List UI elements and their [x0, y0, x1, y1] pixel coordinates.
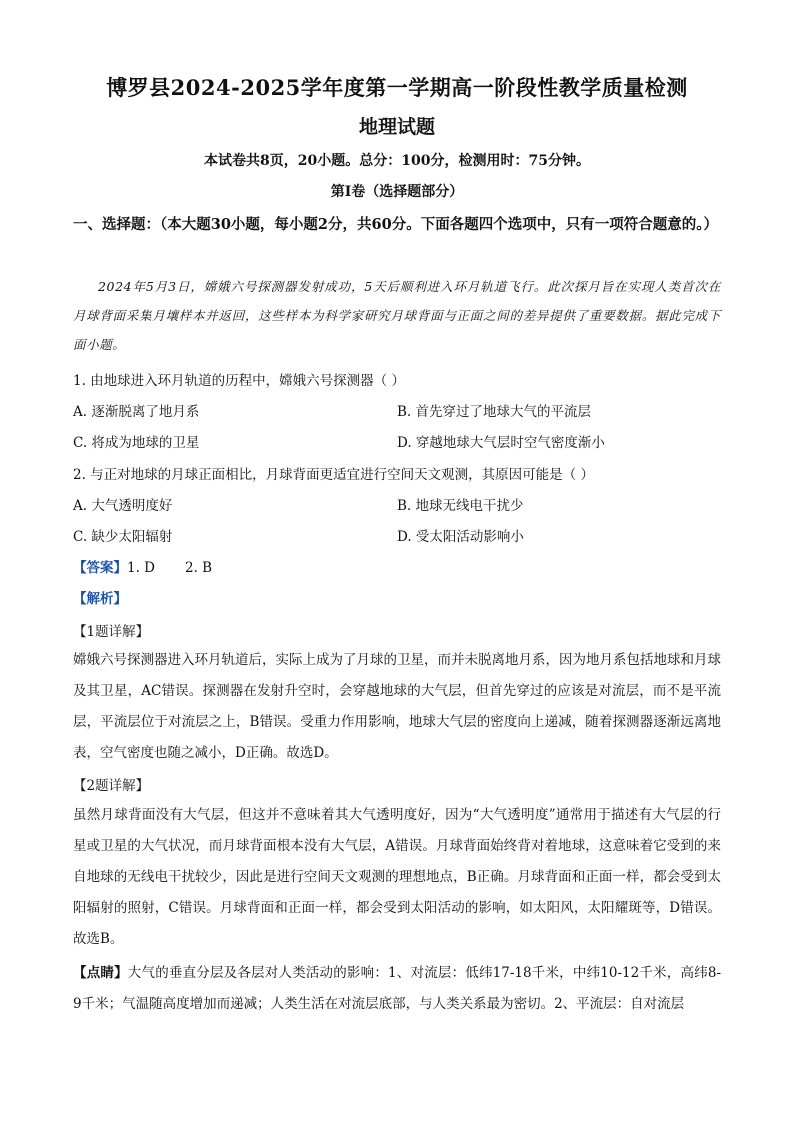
exam-subtitle: 地理试题	[358, 116, 435, 138]
detail-2-label: 【2题详解】	[73, 778, 150, 794]
question-2-option-d: D. 受太阳活动影响小	[397, 529, 524, 545]
analysis-label: 【解析】	[73, 591, 127, 607]
question-1-option-b: B. 首先穿过了地球大气的平流层	[397, 404, 592, 420]
exam-info: 本试卷共8页，20小题。总分：100分，检测用时：75分钟。	[204, 153, 590, 169]
volume-heading: 第Ⅰ卷（选择题部分）	[330, 184, 464, 200]
question-2-option-b: B. 地球无线电干扰少	[397, 498, 524, 514]
question-2-option-a: A. 大气透明度好	[73, 498, 173, 514]
question-1-option-d: D. 穿越地球大气层时空气密度渐小	[397, 435, 605, 451]
key-point-label: 【点睛】	[73, 965, 128, 981]
detail-2-text: 虽然月球背面没有大气层，但这并不意味着其大气透明度好，因为“大气透明度”通常用于描述有大气层的行星或卫星的大气状况，而月球背面根本没有大气层，A错误。月球背面始终背对着地球，这意味着它受到的来自地球的无线电干扰较少，因此是进行空间天文观测的理想地点，B正确。月球背面和正面一样，都会受到太阳辐射的照射，C错误。月球背面和正面一样，都会受到太阳活动的影响，如太阳风，太阳耀斑等，D错误。故选B。	[73, 807, 721, 947]
section-heading: 一、选择题：（本大题30小题，每小题2分，共60分。下面各题四个选项中，只有一项符合题意的。）	[73, 216, 718, 233]
answer-2: 2. B	[185, 560, 213, 576]
question-2-stem: 2. 与正对地球的月球正面相比，月球背面更适宜进行空间天文观测，其原因可能是（ ）	[73, 467, 594, 483]
question-1-option-c: C. 将成为地球的卫星	[73, 435, 200, 451]
key-point-text: 大气的垂直分层及各层对人类活动的影响：1、对流层：低纬17-18千米，中纬10-12千米，高纬8-9千米；气温随高度增加而递减；人类生活在对流层底部，与人类关系最为密切。2、平流层：自对流层	[73, 965, 722, 1012]
answer-1: 1. D	[127, 560, 155, 576]
question-1-stem: 1. 由地球进入环月轨道的历程中，嫦娥六号探测器（ ）	[73, 373, 405, 389]
answer-label: 【答案】	[73, 560, 127, 576]
answer-line	[73, 556, 212, 576]
reading-passage: 2024年5月3日，嫦娥六号探测器发射成功，5天后顺利进入环月轨道飞行。此次探月旨在实现人类首次在月球背面采集月壤样本并返回，这些样本为科学家研究月球背面与正面之间的差异提供了重要数据。据此完成下面小题。	[73, 279, 721, 352]
detail-1-text: 嫦娥六号探测器进入环月轨道后，实际上成为了月球的卫星，而并未脱离地月系，因为地月系包括地球和月球及其卫星，AC错误。探测器在发射升空时，会穿越地球的大气层，但首先穿过的应该是对流层，而不是平流层，平流层位于对流层之上，B错误。受重力作用影响，地球大气层的密度向上递减，随着探测器逐渐远离地表，空气密度也随之减小，D正确。故选D。	[73, 652, 721, 761]
exam-title: 博罗县2024-2025学年度第一学期高一阶段性教学质量检测	[106, 75, 688, 100]
key-point-paragraph	[73, 958, 721, 1020]
detail-1-label: 【1题详解】	[73, 624, 150, 640]
question-1-option-a: A. 逐渐脱离了地月系	[73, 404, 200, 420]
question-2-option-c: C. 缺少太阳辐射	[73, 529, 173, 545]
